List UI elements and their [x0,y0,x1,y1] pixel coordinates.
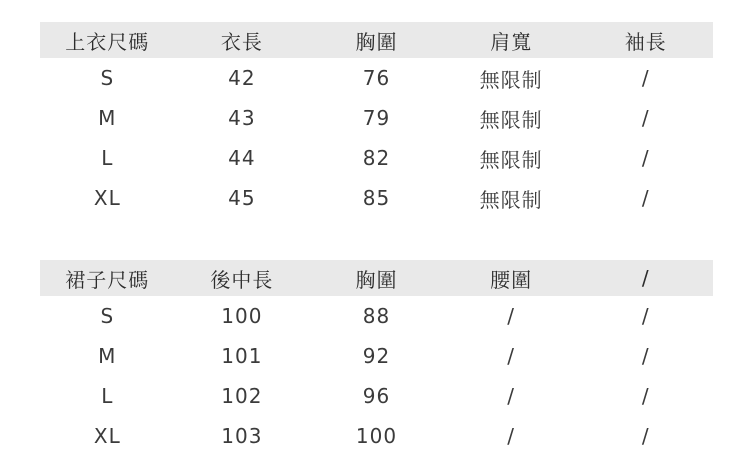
table-cell: / [641,424,650,448]
table-cell: 79 [362,106,391,130]
table-cell: / [641,344,650,368]
column-header: 袖長 [578,22,713,58]
table-row [40,178,713,218]
column-header: 胸圍 [309,22,444,58]
column-header: 腰圍 [444,260,579,296]
table-cell: / [641,106,650,130]
table-row [40,138,713,178]
table-row [40,376,713,416]
table-cell: / [507,304,515,328]
table-cell: 102 [221,384,263,408]
table-cell: / [507,424,515,448]
table-cell: 無限制 [479,187,543,212]
table-cell: 103 [221,424,263,448]
column-header: 上衣尺碼 [40,22,175,58]
table-cell: 96 [362,384,391,408]
column-header: 肩寬 [444,22,579,58]
table-cell: 92 [362,344,391,368]
column-header: 衣長 [175,22,310,58]
table-cell: M [98,344,117,368]
table-row [40,296,713,336]
skirt-size-table [40,260,713,456]
table-cell: 45 [228,186,256,210]
table-cell: 無限制 [479,107,543,132]
table-cell: / [507,384,515,408]
table-row [40,336,713,376]
table-cell: 100 [221,304,263,328]
table-cell: / [641,384,650,408]
table-cell: 85 [362,186,391,210]
table-cell: 82 [362,146,391,170]
tops-size-table [40,22,713,218]
table-cell: 76 [362,66,391,90]
table-row [40,58,713,98]
table-cell: 無限制 [479,67,543,92]
table-cell: S [100,66,115,90]
table-cell: XL [93,424,121,448]
table-cell: / [641,186,650,210]
table-cell: 43 [228,106,256,130]
table-cell: 88 [362,304,391,328]
table-cell: L [101,384,114,408]
header-row [40,260,713,296]
table-cell: / [641,304,650,328]
table-cell: M [98,106,117,130]
table-cell: XL [93,186,121,210]
table-cell: / [507,344,515,368]
table-row [40,416,713,456]
table-cell: / [641,146,650,170]
table-cell: / [641,66,650,90]
column-header: / [578,260,713,296]
column-header: 胸圍 [309,260,444,296]
column-header: 後中長 [175,260,310,296]
table-cell: 101 [221,344,263,368]
table-cell: 100 [355,424,398,448]
header-row [40,22,713,58]
table-row [40,98,713,138]
table-cell: 無限制 [479,147,543,172]
column-header: 裙子尺碼 [40,260,175,296]
table-cell: 44 [228,146,256,170]
table-cell: L [101,146,114,170]
table-cell: S [100,304,115,328]
table-cell: 42 [228,66,256,90]
